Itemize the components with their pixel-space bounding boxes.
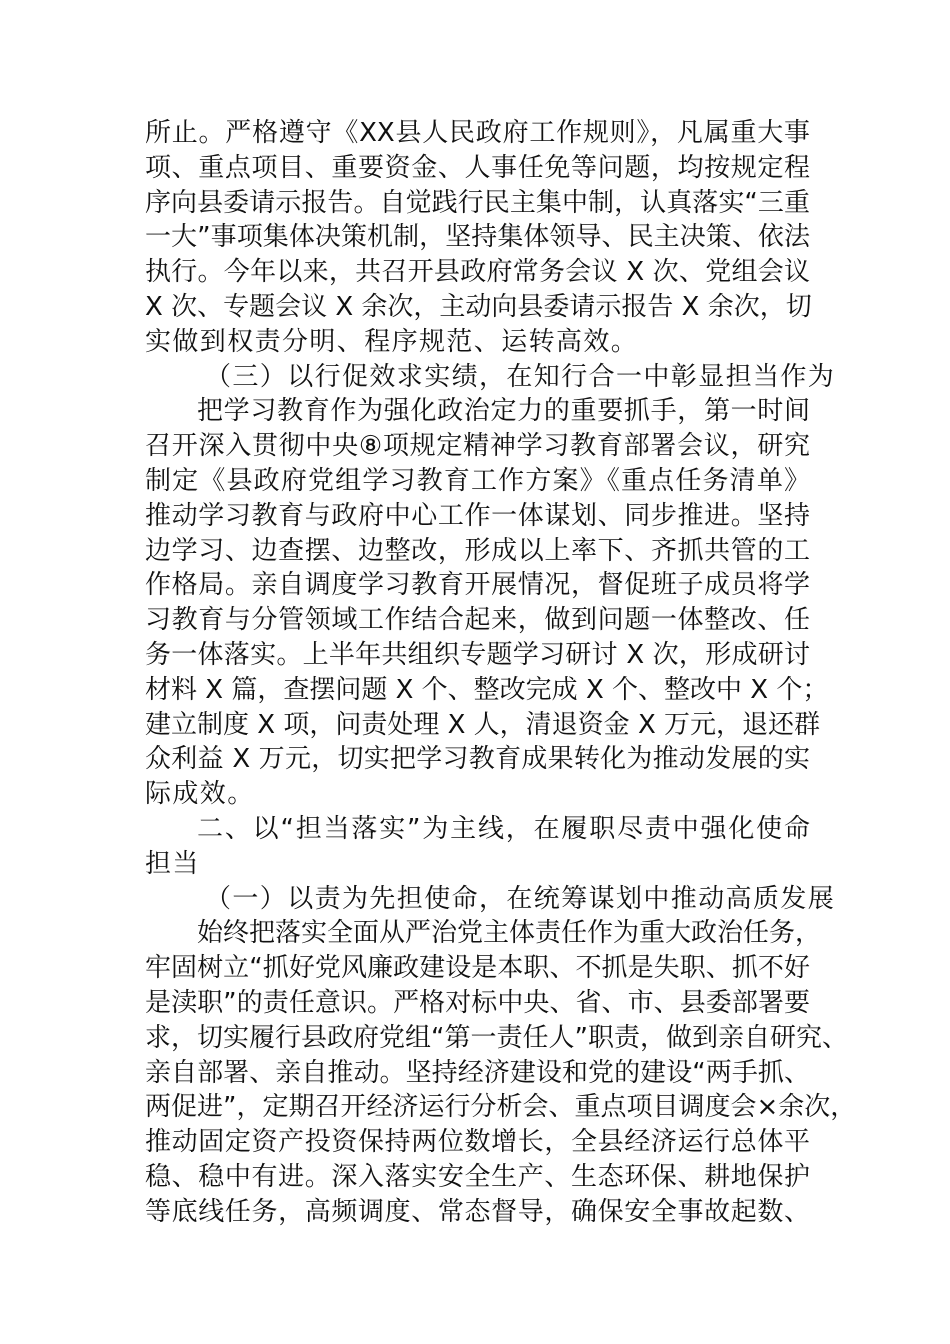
body-line: 作格局。亲自调度学习教育开展情况，督促班子成员将学 xyxy=(145,570,810,601)
section-heading-two-continued: 担当 xyxy=(145,848,200,879)
body-line: 所止。严格遵守《XX县人民政府工作规则》，凡属重大事 xyxy=(145,118,810,148)
body-line: 材料 X 篇，查摆问题 X 个、整改完成 X 个、整改中 X 个； xyxy=(145,674,829,705)
body-line: 推动学习教育与政府中心工作一体谋划、同步推进。坚持 xyxy=(145,500,810,531)
subheading-one: （一）以责为先担使命，在统筹谋划中推动高质发展 xyxy=(205,883,836,914)
body-line: X 次、专题会议 X 余次，主动向县委请示报告 X 余次，切 xyxy=(145,291,812,322)
body-line: 众利益 X 万元，切实把学习教育成果转化为推动发展的实 xyxy=(145,744,810,775)
body-line: 边学习、边查摆、边整改，形成以上率下、齐抓共管的工 xyxy=(145,535,810,566)
body-line: 实做到权责分明、程序规范、运转高效。 xyxy=(145,326,639,357)
body-line: 项、重点项目、重要资金、人事任免等问题，均按规定程 xyxy=(145,152,810,183)
body-line: 序向县委请示报告。自觉践行民主集中制，认真落实“三重 xyxy=(145,187,810,218)
body-line: 是渎职”的责任意识。严格对标中央、省、市、县委部署要 xyxy=(145,987,810,1018)
body-line: 等底线任务，高频调度、常态督导，确保安全事故起数、 xyxy=(145,1196,810,1227)
body-line: 求，切实履行县政府党组“第一责任人”职责，做到亲自研究、 xyxy=(145,1022,848,1053)
document-body xyxy=(145,116,857,1230)
body-line: 两促进”，定期召开经济运行分析会、重点项目调度会×余次， xyxy=(145,1092,857,1123)
paragraph-start-line: 把学习教育作为强化政治定力的重要抓手，第一时间 xyxy=(197,396,810,427)
body-line: 召开深入贯彻中央⑧项规定精神学习教育部署会议，研究 xyxy=(145,431,810,462)
body-line: 推动固定资产投资保持两位数增长，全县经济运行总体平 xyxy=(145,1127,810,1158)
body-line: 稳、稳中有进。深入落实安全生产、生态环保、耕地保护 xyxy=(145,1161,810,1192)
body-line: 务一体落实。上半年共组织专题学习研讨 X 次，形成研讨 xyxy=(145,639,810,670)
paragraph-start-line: 始终把落实全面从严治党主体责任作为重大政治任务， xyxy=(197,918,822,949)
body-line: 一大”事项集体决策机制，坚持集体领导、民主决策、依法 xyxy=(145,222,810,253)
body-line: 制定《县政府党组学习教育工作方案》《重点任务清单》 xyxy=(145,465,810,496)
subheading-three: （三）以行促效求实绩，在知行合一中彰显担当作为 xyxy=(205,361,836,392)
body-line: 亲自部署、亲自推动。坚持经济建设和党的建设“两手抓、 xyxy=(145,1057,810,1088)
body-line: 建立制度 X 项，问责处理 X 人，清退资金 X 万元，退还群 xyxy=(145,709,821,740)
body-line: 习教育与分管领域工作结合起来，做到问题一体整改、任 xyxy=(145,605,810,636)
body-line: 执行。今年以来，共召开县政府常务会议 X 次、党组会议 xyxy=(145,257,810,288)
body-line: 牢固树立“抓好党风廉政建设是本职、不抓是失职、抓不好 xyxy=(145,953,810,984)
body-line: 际成效。 xyxy=(145,779,255,810)
section-heading-two: 二、以“担当落实”为主线，在履职尽责中强化使命 xyxy=(197,813,810,844)
